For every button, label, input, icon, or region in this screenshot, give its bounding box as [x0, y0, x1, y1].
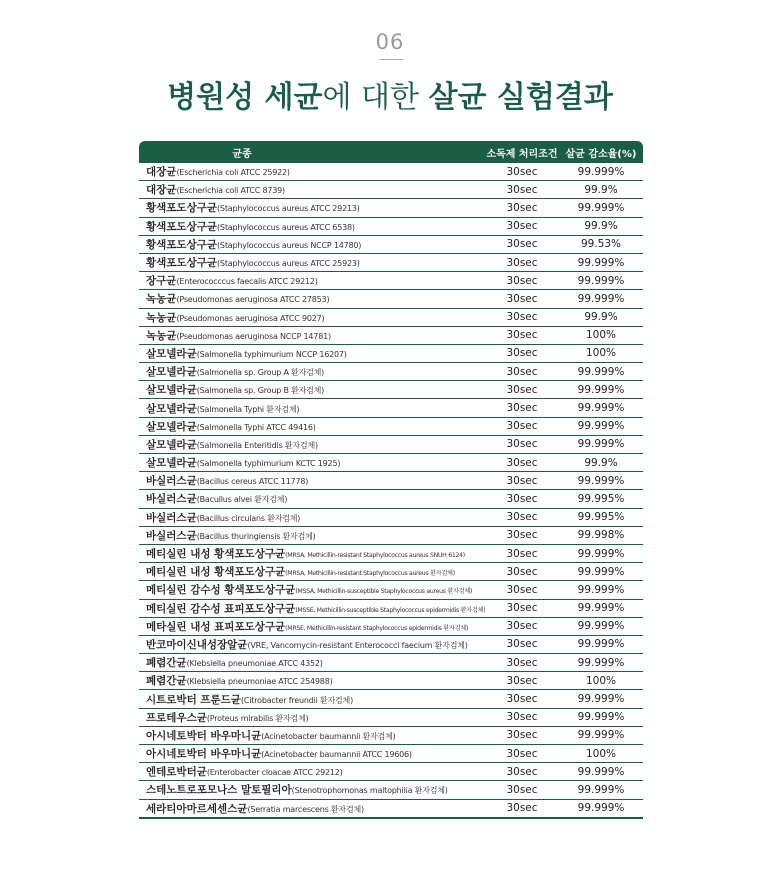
strain-scientific-name: (Bacillus thuringiensis 환자검체): [196, 531, 316, 541]
strain-cell: [139, 544, 485, 562]
treatment-time-cell: 30sec: [485, 563, 559, 581]
table-row: [139, 708, 643, 726]
strain-korean-name: 엔테로박터균: [146, 766, 207, 779]
treatment-time-cell: 30sec: [485, 253, 559, 271]
strain-cell: [139, 745, 485, 763]
strain-korean-name: 시트로박터 프룬드균: [146, 693, 241, 706]
strain-korean-name: 황색포도상구균: [146, 220, 218, 233]
strain-cell: [139, 472, 485, 490]
strain-korean-name: 살모넬라균: [146, 420, 197, 433]
table-row: [139, 272, 643, 290]
table-row: [139, 745, 643, 763]
treatment-time-cell: 30sec: [485, 599, 559, 617]
treatment-time-cell: 30sec: [485, 199, 559, 217]
strain-scientific-name: (Salmonella Typhi 환자검체): [196, 404, 300, 414]
table-row: [139, 526, 643, 544]
strain-cell: [139, 654, 485, 672]
strain-korean-name: 프로테우스균: [146, 711, 207, 724]
treatment-time-cell: 30sec: [485, 654, 559, 672]
reduction-rate-cell: 99.999%: [559, 763, 643, 781]
strain-scientific-name: (Proteus mirabilis 환자검체): [206, 713, 309, 723]
page-title: [0, 72, 780, 116]
reduction-rate-cell: 99.53%: [559, 235, 643, 253]
table-row: [139, 617, 643, 635]
strain-scientific-name: (Enterobacter cloacae ATCC 29212): [206, 768, 343, 778]
table-row: [139, 654, 643, 672]
strain-scientific-name: (Bacillus cereus ATCC 11778): [196, 477, 309, 487]
strain-cell: [139, 454, 485, 472]
table-row: [139, 508, 643, 526]
reduction-rate-cell: 99.999%: [559, 617, 643, 635]
treatment-time-cell: 30sec: [485, 490, 559, 508]
strain-scientific-name: (Klebsiella pneumoniae ATCC 4352): [186, 659, 323, 669]
strain-scientific-name: (Staphylococcus aureus ATCC 25923): [217, 259, 360, 269]
reduction-rate-cell: 99.999%: [559, 472, 643, 490]
strain-scientific-name: (Pseudomonas aeruginosa ATCC 27853): [176, 295, 330, 305]
reduction-rate-cell: 99.999%: [559, 399, 643, 417]
strain-korean-name: 메티실린 내성 황색포도상구균: [146, 548, 286, 561]
strain-cell: [139, 381, 485, 399]
strain-korean-name: 메티실린 감수성 표피포도상구균: [146, 602, 296, 615]
table-row: [139, 381, 643, 399]
strain-scientific-name: (Staphylococcus aureus ATCC 6538): [217, 222, 355, 232]
strain-korean-name: 아시네토박터 바우마니균: [146, 729, 262, 742]
reduction-rate-cell: 99.999%: [559, 163, 643, 181]
strain-scientific-name: (Salmonella Typhi ATCC 49416): [196, 422, 316, 432]
strain-cell: [139, 799, 485, 818]
strain-scientific-name: (Escherichia coli ATCC 25922): [176, 168, 290, 178]
reduction-rate-cell: 99.995%: [559, 490, 643, 508]
results-table: [139, 141, 643, 819]
treatment-time-cell: 30sec: [485, 399, 559, 417]
strain-cell: [139, 290, 485, 308]
treatment-time-cell: 30sec: [485, 344, 559, 362]
section-number: 06: [375, 30, 405, 54]
strain-korean-name: 스테노트로포모나스 말토필리아: [146, 784, 292, 797]
reduction-rate-cell: 99.999%: [559, 363, 643, 381]
strain-cell: [139, 344, 485, 362]
strain-korean-name: 세라티아마르세센스균: [146, 802, 248, 815]
reduction-rate-cell: 99.999%: [559, 635, 643, 653]
table-row: [139, 690, 643, 708]
strain-scientific-name: (Salmonella Enteritidis 환자검체): [196, 440, 318, 450]
strain-korean-name: 폐렴간균: [146, 675, 187, 688]
strain-cell: [139, 272, 485, 290]
strain-cell: [139, 763, 485, 781]
strain-korean-name: 바실러스균: [146, 511, 197, 524]
strain-korean-name: 폐렴간균: [146, 657, 187, 670]
table-row: [139, 308, 643, 326]
treatment-time-cell: 30sec: [485, 181, 559, 199]
reduction-rate-cell: 99.999%: [559, 435, 643, 453]
strain-scientific-name: (Acinetobacter baumannii 환자검체): [261, 731, 396, 741]
strain-cell: [139, 163, 485, 181]
strain-korean-name: 메타실린 내성 표피포도상구균: [146, 620, 286, 633]
strain-scientific-name: (Salmonella typhimurium NCCP 16207): [196, 349, 347, 359]
reduction-rate-cell: 100%: [559, 672, 643, 690]
strain-cell: [139, 617, 485, 635]
strain-scientific-name: (Salmonella sp. Group A 환자검체): [196, 368, 325, 378]
strain-scientific-name: (Citrobacter freundii 환자검체): [240, 695, 353, 705]
strain-scientific-name: (Serratia marcescens 환자검체): [247, 804, 364, 814]
strain-scientific-name: (Salmonella typhimurium KCTC 1925): [196, 459, 341, 469]
strain-korean-name: 살모넬라균: [146, 366, 197, 379]
reduction-rate-cell: 99.999%: [559, 417, 643, 435]
table-row: [139, 581, 643, 599]
strain-korean-name: 대장균: [146, 166, 177, 179]
header-condition: 소독제 처리조건: [485, 141, 559, 163]
table-row: [139, 290, 643, 308]
strain-korean-name: 살모넬라균: [146, 384, 197, 397]
table-row: [139, 799, 643, 818]
table-row: [139, 599, 643, 617]
reduction-rate-cell: 99.9%: [559, 217, 643, 235]
strain-scientific-name: (Escherichia coli ATCC 8739): [176, 186, 285, 196]
reduction-rate-cell: 99.999%: [559, 581, 643, 599]
strain-cell: [139, 399, 485, 417]
strain-korean-name: 황색포도상구균: [146, 202, 218, 215]
treatment-time-cell: 30sec: [485, 690, 559, 708]
table-row: [139, 763, 643, 781]
strain-scientific-name: (Salmonella sp. Group B 환자검체): [196, 386, 325, 396]
treatment-time-cell: 30sec: [485, 272, 559, 290]
strain-scientific-name: (MSSA, Methicillin-susceptible Staphylococcus aureus 환자검체): [295, 588, 473, 596]
treatment-time-cell: 30sec: [485, 708, 559, 726]
treatment-time-cell: 30sec: [485, 454, 559, 472]
strain-korean-name: 녹농균: [146, 293, 177, 306]
strain-korean-name: 대장균: [146, 184, 177, 197]
strain-korean-name: 살모넬라균: [146, 402, 197, 415]
table-row: [139, 635, 643, 653]
treatment-time-cell: 30sec: [485, 508, 559, 526]
strain-korean-name: 반코마이신내성장알균: [146, 638, 248, 651]
table-row: [139, 363, 643, 381]
treatment-time-cell: 30sec: [485, 617, 559, 635]
table-row: [139, 454, 643, 472]
strain-cell: [139, 199, 485, 217]
reduction-rate-cell: 99.999%: [559, 781, 643, 799]
treatment-time-cell: 30sec: [485, 235, 559, 253]
treatment-time-cell: 30sec: [485, 763, 559, 781]
strain-scientific-name: (Bacillus circulans 환자검체): [196, 513, 301, 523]
strain-korean-name: 바실러스균: [146, 493, 197, 506]
section-divider: [379, 59, 403, 60]
treatment-time-cell: 30sec: [485, 381, 559, 399]
table-row: [139, 217, 643, 235]
reduction-rate-cell: 99.999%: [559, 690, 643, 708]
strain-cell: [139, 708, 485, 726]
strain-korean-name: 황색포도상구균: [146, 238, 218, 251]
table-row: [139, 781, 643, 799]
table-row: [139, 490, 643, 508]
strain-scientific-name: (Staphylococcus aureus NCCP 14780): [217, 240, 362, 250]
strain-cell: [139, 726, 485, 744]
strain-cell: [139, 435, 485, 453]
strain-cell: [139, 417, 485, 435]
reduction-rate-cell: 99.999%: [559, 381, 643, 399]
strain-korean-name: 메티실린 감수성 황색포도상구균: [146, 584, 296, 597]
strain-scientific-name: (MRSA, Methicillin-resistant Staphylococcus aureus SNUH 6124): [285, 552, 465, 560]
table-row: [139, 417, 643, 435]
strain-korean-name: 황색포도상구균: [146, 257, 218, 270]
treatment-time-cell: 30sec: [485, 745, 559, 763]
strain-scientific-name: (Staphylococcus aureus ATCC 29213): [217, 204, 360, 214]
table-row: [139, 235, 643, 253]
reduction-rate-cell: 100%: [559, 344, 643, 362]
treatment-time-cell: 30sec: [485, 290, 559, 308]
strain-cell: [139, 599, 485, 617]
strain-cell: [139, 363, 485, 381]
title-part-3: 살균 실험결과: [428, 80, 613, 115]
reduction-rate-cell: 99.999%: [559, 726, 643, 744]
reduction-rate-cell: 99.9%: [559, 181, 643, 199]
treatment-time-cell: 30sec: [485, 635, 559, 653]
strain-cell: [139, 781, 485, 799]
treatment-time-cell: 30sec: [485, 435, 559, 453]
strain-cell: [139, 635, 485, 653]
treatment-time-cell: 30sec: [485, 217, 559, 235]
strain-korean-name: 바실러스균: [146, 475, 197, 488]
treatment-time-cell: 30sec: [485, 799, 559, 818]
header-reduction-rate: 살균 감소율(%): [559, 141, 643, 163]
reduction-rate-cell: 99.999%: [559, 290, 643, 308]
strain-cell: [139, 217, 485, 235]
table-row: [139, 544, 643, 562]
table-row: [139, 344, 643, 362]
treatment-time-cell: 30sec: [485, 326, 559, 344]
treatment-time-cell: 30sec: [485, 472, 559, 490]
treatment-time-cell: 30sec: [485, 417, 559, 435]
table-row: [139, 199, 643, 217]
strain-cell: [139, 526, 485, 544]
table-row: [139, 326, 643, 344]
table-row: [139, 253, 643, 271]
treatment-time-cell: 30sec: [485, 308, 559, 326]
strain-cell: [139, 508, 485, 526]
table-row: [139, 435, 643, 453]
strain-korean-name: 메티실린 내성 황색포도상구균: [146, 566, 286, 579]
title-part-2: 에 대한: [322, 80, 429, 115]
treatment-time-cell: 30sec: [485, 163, 559, 181]
strain-cell: [139, 308, 485, 326]
reduction-rate-cell: 99.998%: [559, 526, 643, 544]
strain-scientific-name: (Pseudomonas aeruginosa ATCC 9027): [176, 313, 325, 323]
reduction-rate-cell: 99.999%: [559, 199, 643, 217]
strain-cell: [139, 235, 485, 253]
strain-cell: [139, 253, 485, 271]
reduction-rate-cell: 99.999%: [559, 272, 643, 290]
title-part-1: 병원성 세균: [167, 80, 323, 115]
strain-scientific-name: (VRE, Vancomycin-resistant Enterococci faecium 환자검체): [247, 640, 468, 650]
table-header-row: [139, 141, 643, 163]
treatment-time-cell: 30sec: [485, 526, 559, 544]
strain-scientific-name: (Stenotrophomonas maltophilia 환자검체): [291, 786, 448, 796]
table-row: [139, 472, 643, 490]
strain-korean-name: 살모넬라균: [146, 457, 197, 470]
table-row: [139, 399, 643, 417]
reduction-rate-cell: 99.995%: [559, 508, 643, 526]
table-row: [139, 181, 643, 199]
table-row: [139, 726, 643, 744]
table-row: [139, 163, 643, 181]
treatment-time-cell: 30sec: [485, 363, 559, 381]
reduction-rate-cell: 99.999%: [559, 563, 643, 581]
strain-cell: [139, 326, 485, 344]
strain-korean-name: 바실러스균: [146, 529, 197, 542]
reduction-rate-cell: 99.9%: [559, 454, 643, 472]
reduction-rate-cell: 100%: [559, 745, 643, 763]
strain-korean-name: 살모넬라균: [146, 347, 197, 360]
reduction-rate-cell: 100%: [559, 326, 643, 344]
reduction-rate-cell: 99.999%: [559, 708, 643, 726]
strain-cell: [139, 690, 485, 708]
reduction-rate-cell: 99.999%: [559, 544, 643, 562]
strain-cell: [139, 490, 485, 508]
reduction-rate-cell: 99.999%: [559, 599, 643, 617]
reduction-rate-cell: 99.999%: [559, 654, 643, 672]
strain-scientific-name: (MRSE, Methicillin-resistant Staphylococcus epidermidis 환자검체): [285, 624, 469, 632]
strain-cell: [139, 581, 485, 599]
strain-cell: [139, 181, 485, 199]
header-strain: 균종: [139, 141, 485, 163]
treatment-time-cell: 30sec: [485, 581, 559, 599]
reduction-rate-cell: 99.9%: [559, 308, 643, 326]
strain-scientific-name: (Bacullus alvei 환자검체): [196, 495, 288, 505]
strain-scientific-name: (MRSA, Methicillin-resistant Staphylococcus aureus 환자검체): [285, 570, 455, 578]
strain-cell: [139, 563, 485, 581]
reduction-rate-cell: 99.999%: [559, 253, 643, 271]
strain-korean-name: 장구균: [146, 275, 177, 288]
treatment-time-cell: 30sec: [485, 726, 559, 744]
table-row: [139, 672, 643, 690]
strain-korean-name: 녹농균: [146, 329, 177, 342]
strain-korean-name: 녹농균: [146, 311, 177, 324]
strain-scientific-name: (Acinetobacter baumannii ATCC 19606): [261, 750, 412, 760]
strain-korean-name: 살모넬라균: [146, 438, 197, 451]
strain-scientific-name: (MSSE, Methicillin-susceptible Staphylococcus epidermidis 환자검체): [295, 606, 485, 614]
strain-korean-name: 아시네토박터 바우마니균: [146, 748, 262, 761]
treatment-time-cell: 30sec: [485, 672, 559, 690]
strain-cell: [139, 672, 485, 690]
treatment-time-cell: 30sec: [485, 781, 559, 799]
reduction-rate-cell: 99.999%: [559, 799, 643, 818]
table-body: [139, 163, 643, 818]
treatment-time-cell: 30sec: [485, 544, 559, 562]
strain-scientific-name: (Enterococccus faecalis ATCC 29212): [176, 277, 318, 287]
strain-scientific-name: (Klebsiella pneumoniae ATCC 254988): [186, 677, 333, 687]
strain-scientific-name: (Pseudomonas aeruginosa NCCP 14781): [176, 331, 331, 341]
table-row: [139, 563, 643, 581]
